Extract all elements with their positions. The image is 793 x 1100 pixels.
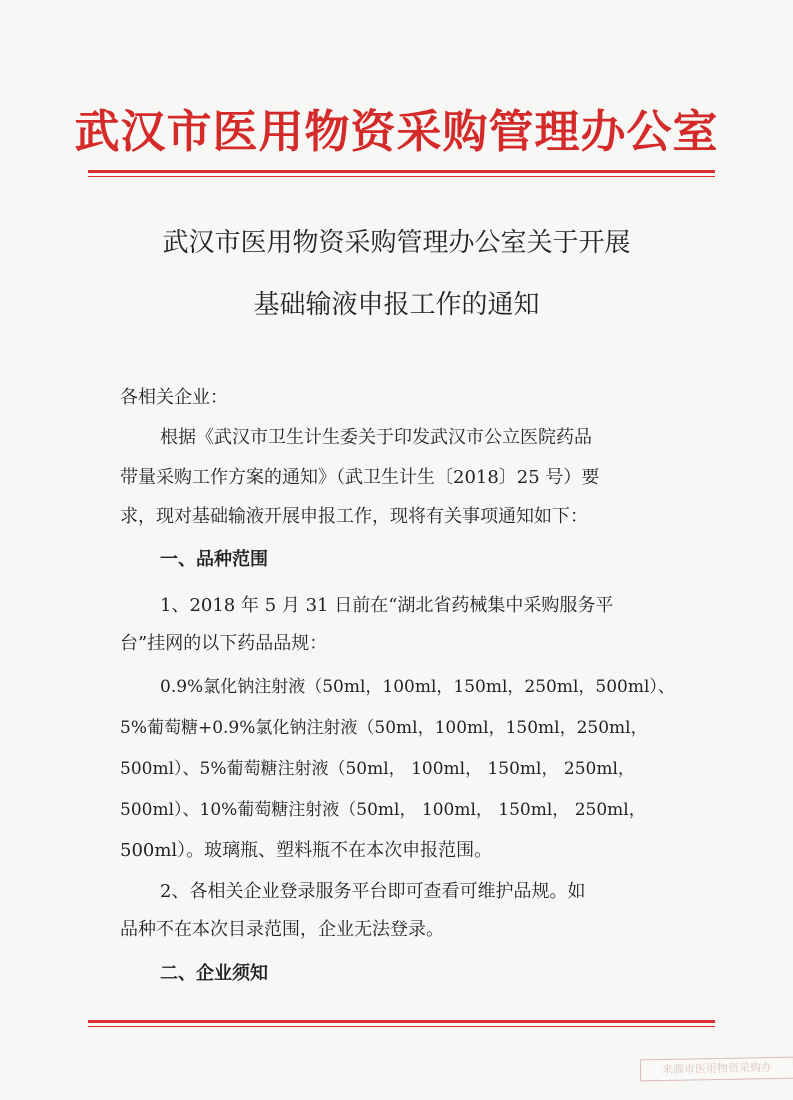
notice-title-line-2: 基础输液申报工作的通知	[253, 290, 540, 320]
item-2-line-2: 品种不在本次目录范围，企业无法登录。	[120, 919, 444, 940]
item-1-line-2: 台”挂网的以下药品品规：	[120, 633, 328, 654]
spec-line-2: 5%葡萄糖+0.9%氯化钠注射液（50ml，100ml，150ml，250ml，	[120, 718, 648, 738]
item-1-line-1: 1、2018 年 5 月 31 日前在“湖北省药械集中采购服务平	[160, 595, 614, 616]
notice-title-line-1: 武汉市医用物资采购管理办公室关于开展	[162, 228, 631, 258]
intro-line-2: 带量采购工作方案的通知》（武卫生计生〔2018〕25 号）要	[120, 467, 600, 488]
spec-line-4: 500ml）、10%葡萄糖注射液（50ml， 100ml， 150ml， 250ml，	[120, 800, 646, 820]
spec-line-1: 0.9%氯化钠注射液（50ml，100ml，150ml，250ml，500ml）、	[160, 677, 675, 697]
spec-line-3: 500ml）、5%葡萄糖注射液（50ml， 100ml， 150ml， 250ml，	[120, 759, 635, 779]
footer-red-rule-thin	[88, 1026, 715, 1027]
footer-red-rule-thick	[88, 1020, 715, 1023]
spec-line-5: 500ml）。玻璃瓶、塑料瓶不在本次申报范围。	[120, 840, 493, 861]
letterhead-title: 武汉市医用物资采购管理办公室	[74, 105, 719, 158]
header-red-rule-thick	[88, 170, 715, 173]
section-2-heading: 二、企业须知	[160, 963, 268, 984]
header-red-rule-thin	[88, 176, 715, 177]
section-1-heading: 一、品种范围	[160, 549, 268, 570]
salutation: 各相关企业：	[120, 387, 228, 408]
item-2-line-1: 2、各相关企业登录服务平台即可查看可维护品规。如	[160, 881, 586, 902]
intro-line-3: 求，现对基础输液开展申报工作，现将有关事项通知如下：	[120, 506, 588, 527]
intro-line-1: 根据《武汉市卫生计生委关于印发武汉市公立医院药品	[160, 427, 592, 448]
source-watermark-stamp: 来源市医用物资采购办	[640, 1057, 793, 1082]
